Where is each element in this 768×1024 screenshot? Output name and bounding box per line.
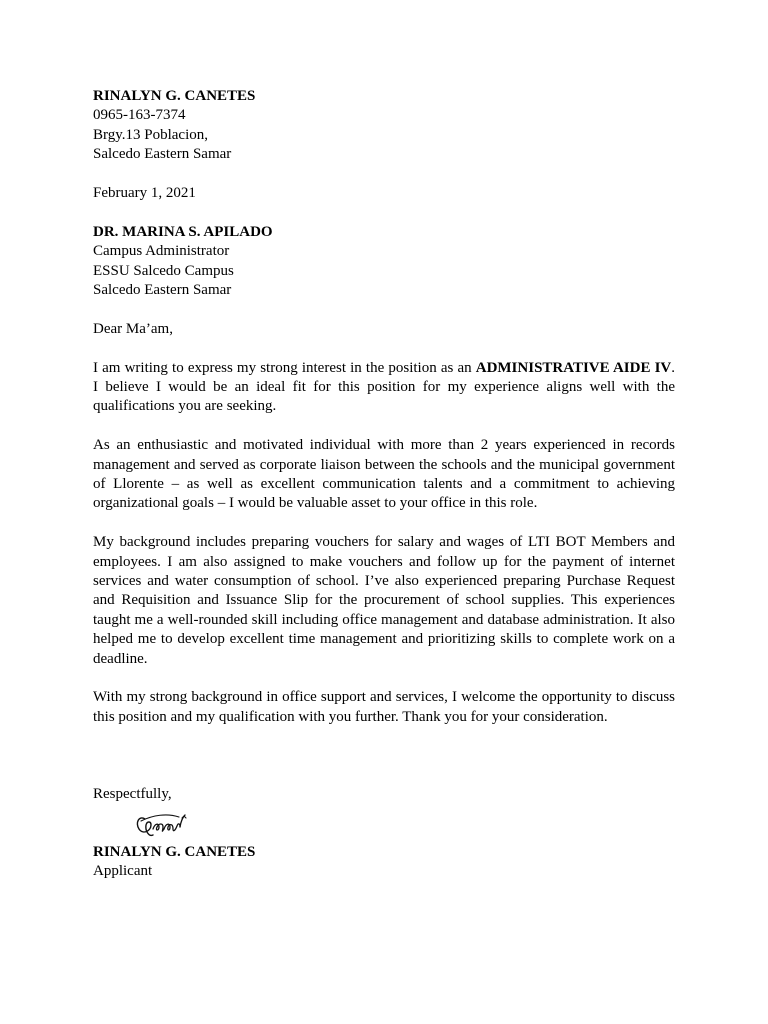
recipient-location: Salcedo Eastern Samar bbox=[93, 282, 232, 299]
body-paragraph-2: As an enthusiastic and motivated individual with more than 2 years experienced in records management and served as corporate liaison between the schools and the municipal government of Llorente – as well as excellent communication talents and a commitment to achieving organizational goals – I would be valuable asset to your office in this role. bbox=[93, 437, 675, 512]
handwritten-signature bbox=[133, 809, 189, 841]
salutation: Dear Ma’am, bbox=[93, 320, 173, 337]
position-title: ADMINISTRATIVE AIDE IV bbox=[475, 359, 672, 376]
signatory-role: Applicant bbox=[93, 863, 153, 880]
body-paragraph-3: My background includes preparing vouchers for salary and wages of LTI BOT Members and employees. I am also assigned to make vouchers and follow up for the payment of internet services and water consumption of school. I’ve also experienced preparing Purchase Request and Requisition and Issuance Slip for the procurement of school supplies. This experiences taught me a well-rounded skill including office management and database administration. It also helped me to develop excellent time management and prioritizing skills to complete work on a deadline. bbox=[93, 534, 675, 667]
sender-address-line1: Brgy.13 Poblacion, bbox=[93, 126, 208, 143]
sender-name: RINALYN G. CANETES bbox=[93, 88, 256, 104]
letter-date: February 1, 2021 bbox=[93, 185, 196, 202]
signature-block bbox=[93, 843, 675, 882]
cover-letter bbox=[93, 87, 675, 882]
sender-phone: 0965-163-7374 bbox=[93, 107, 186, 124]
recipient-name: DR. MARINA S. APILADO bbox=[93, 223, 273, 240]
recipient-org: ESSU Salcedo Campus bbox=[93, 262, 234, 279]
paragraph-1-rest: . I believe I would be an ideal fit for this position for my experience aligns well with the qualifications you are seeking. bbox=[93, 359, 675, 415]
closing: Respectfully, bbox=[93, 786, 172, 803]
body-paragraph-1 bbox=[93, 359, 675, 417]
signatory-name: RINALYN G. CANETES bbox=[93, 843, 256, 860]
sender-address-line2: Salcedo Eastern Samar bbox=[93, 146, 232, 163]
sender-block bbox=[93, 87, 675, 165]
recipient-title: Campus Administrator bbox=[93, 243, 230, 260]
recipient-block bbox=[93, 223, 675, 301]
signature-area bbox=[93, 805, 675, 843]
body-paragraph-4: With my strong background in office support and services, I welcome the opportunity to discuss this position and my qualification with you further. Thank you for your consideration. bbox=[93, 689, 675, 725]
paragraph-1-intro: I am writing to express my strong interest in the position as an bbox=[93, 359, 476, 376]
